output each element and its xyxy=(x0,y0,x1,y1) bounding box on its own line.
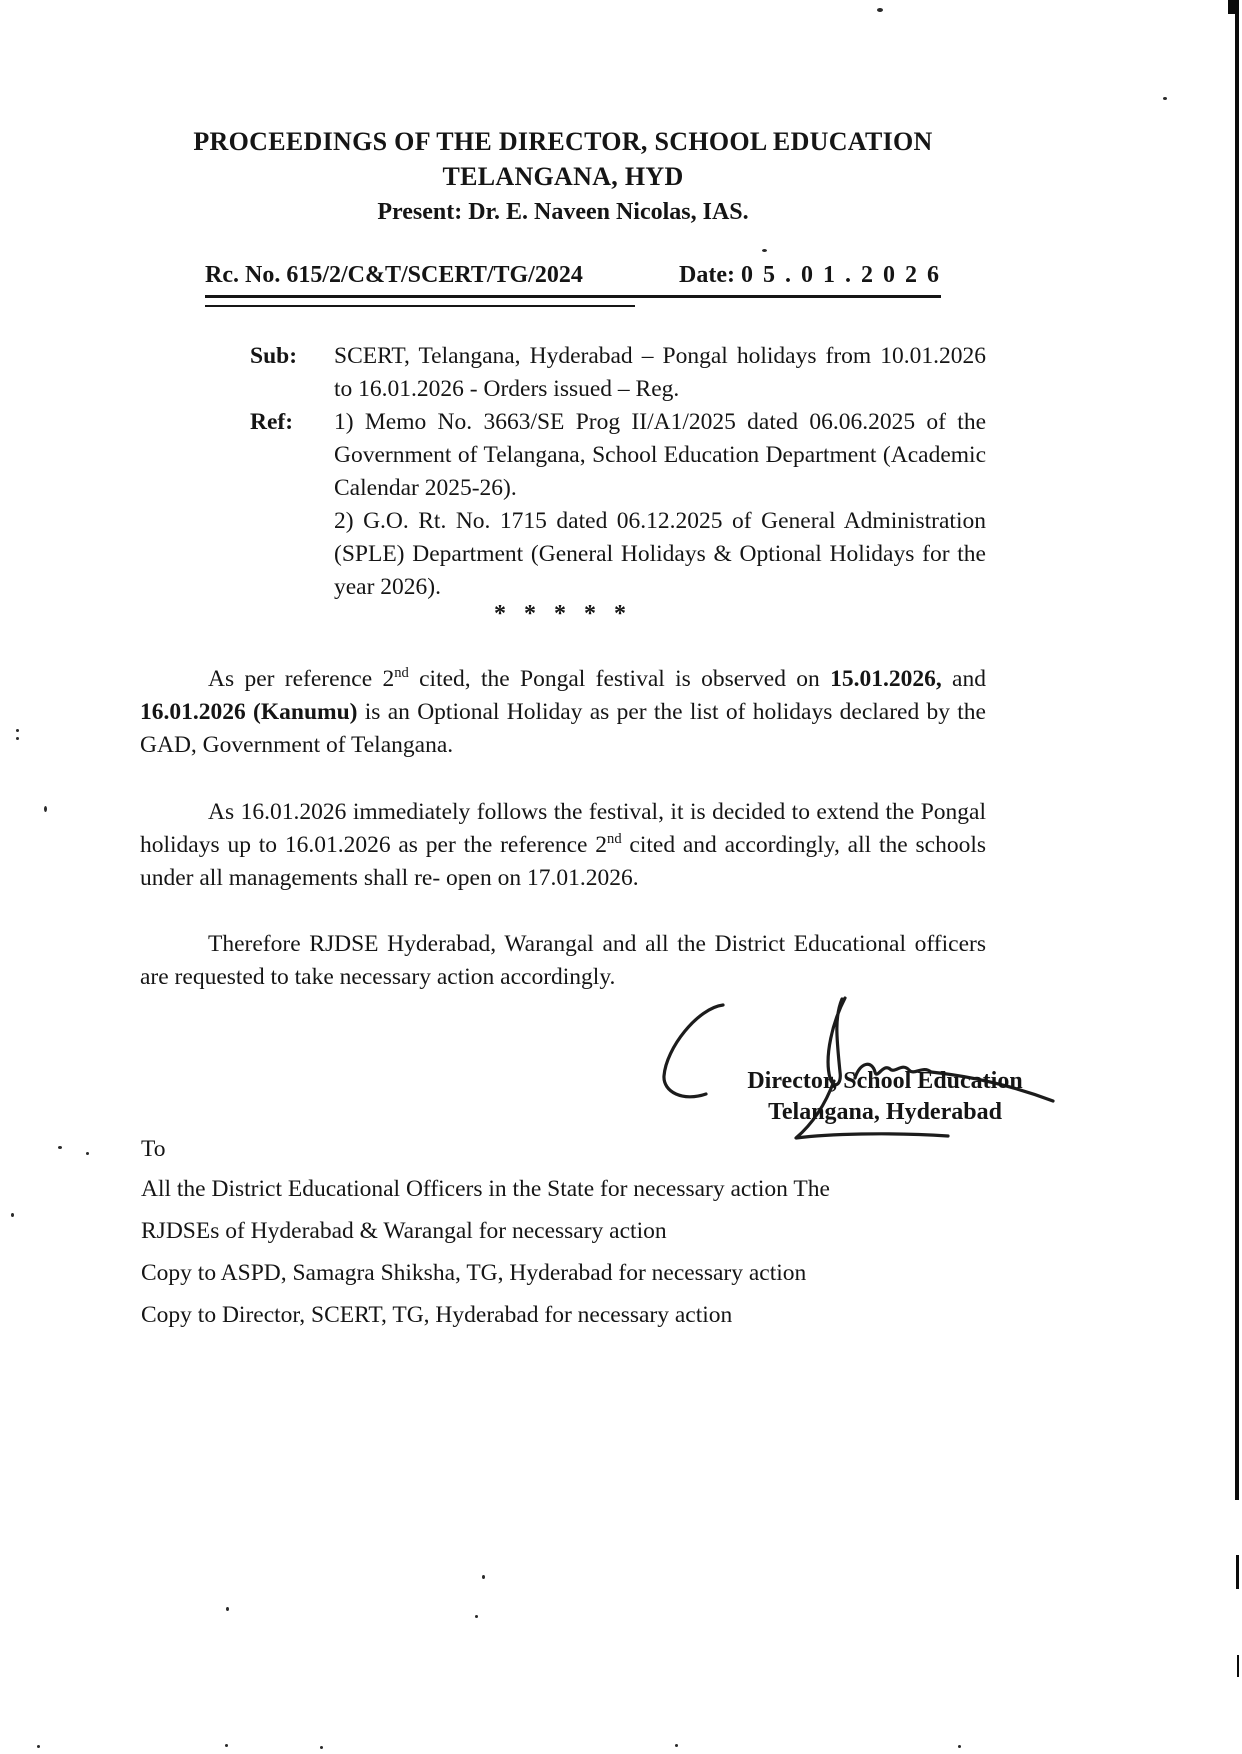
signatory-location: Telangana, Hyderabad xyxy=(768,1099,1002,1125)
asterisk-separator: * * * * * xyxy=(494,601,632,627)
present-line: Present: Dr. E. Naveen Nicolas, IAS. xyxy=(377,199,749,225)
text-segment: As per reference 2 xyxy=(208,666,395,692)
scan-speck xyxy=(44,806,47,812)
date-field xyxy=(679,262,941,289)
text-segment: As 16.01.2026 immediately follows the festival, it is decided to extend the Pongal holidays up to 16.01.2026 as per the reference 2 xyxy=(140,799,986,858)
body-paragraph-2 xyxy=(140,796,986,895)
subject-text: SCERT, Telangana, Hyderabad – Pongal holidays from 10.01.2026 to 16.01.2026 - Orders issued – Reg. xyxy=(334,343,986,402)
file-number: Rc. No. 615/2/C&T/SCERT/TG/2024 xyxy=(205,262,583,288)
text-segment: Therefore RJDSE Hyderabad, Warangal and all the District Educational officers are requested to take necessary action accordingly. xyxy=(140,931,986,990)
reference-items xyxy=(334,406,986,604)
scan-speck xyxy=(16,737,19,740)
scan-speck xyxy=(11,1213,14,1217)
signature-block xyxy=(690,1066,1080,1128)
text-segment: cited and accordingly, all the schools under all managements shall re- open on 17.01.2026. xyxy=(140,832,986,891)
text-segment: cited, the Pongal festival is observed on xyxy=(408,666,831,692)
text-segment: nd xyxy=(607,831,622,848)
scan-speck xyxy=(482,1575,485,1579)
subject-reference-block xyxy=(250,340,986,604)
scan-speck xyxy=(226,1607,229,1611)
page-title-line2: TELANGANA, HYD xyxy=(442,162,684,191)
scan-edge-line xyxy=(1235,0,1239,1500)
reference-label: Ref: xyxy=(250,409,294,435)
scan-speck xyxy=(1163,97,1167,100)
scan-speck xyxy=(958,1745,961,1748)
scan-speck xyxy=(37,1745,40,1748)
scan-speck xyxy=(675,1744,678,1747)
body-paragraph-1 xyxy=(140,663,986,762)
scan-speck xyxy=(16,729,19,732)
scan-edge-line-fragment xyxy=(1237,1655,1239,1677)
distribution-line-3: Copy to ASPD, Samagra Shiksha, TG, Hyderabad for necessary action xyxy=(141,1260,807,1286)
scan-speck xyxy=(320,1746,323,1749)
scan-speck xyxy=(877,8,883,12)
distribution-line-2: RJDSEs of Hyderabad & Warangal for necessary action xyxy=(141,1218,667,1244)
body-paragraph-3 xyxy=(140,928,986,994)
scan-edge-corner-blob xyxy=(1228,0,1239,14)
date-label: Date: xyxy=(679,262,735,288)
subject-label: Sub: xyxy=(250,343,298,369)
document-header xyxy=(140,124,986,229)
page-title-line1: PROCEEDINGS OF THE DIRECTOR, SCHOOL EDUCATION xyxy=(193,127,933,156)
date-value: 0 5 . 0 1 . 2 0 2 6 xyxy=(741,262,941,288)
text-segment: is an Optional Holiday as per the list of holidays declared by the GAD, Government of Telangana. xyxy=(140,699,986,758)
text-segment: nd xyxy=(394,665,409,682)
text-segment: 16.01.2026 (Kanumu) xyxy=(140,699,358,725)
text-segment: 15.01.2026, xyxy=(830,666,942,692)
underline-rule xyxy=(205,305,635,307)
distribution-line-1: All the District Educational Officers in the State for necessary action The xyxy=(141,1176,830,1202)
to-label: To xyxy=(141,1136,166,1162)
scan-speck xyxy=(86,1152,89,1155)
signatory-designation: Director, School Education xyxy=(747,1068,1023,1094)
scan-speck xyxy=(58,1146,62,1149)
distribution-list xyxy=(141,1134,1041,1330)
reference-number-row xyxy=(205,262,941,298)
reference-item-1: 1) Memo No. 3663/SE Prog II/A1/2025 dated 06.06.2025 of the Government of Telangana, School Education Department (Academic Calendar 2025-26). xyxy=(334,409,986,501)
reference-item-2: 2) G.O. Rt. No. 1715 dated 06.12.2025 of General Administration (SPLE) Department (General Holidays & Optional Holidays for the year 2026). xyxy=(334,508,986,600)
scan-speck xyxy=(762,249,767,252)
text-segment: and xyxy=(941,666,986,692)
scan-edge-line-fragment xyxy=(1236,1555,1239,1589)
scan-speck xyxy=(475,1615,478,1618)
distribution-line-4: Copy to Director, SCERT, TG, Hyderabad for necessary action xyxy=(141,1302,733,1328)
scan-speck xyxy=(225,1744,228,1747)
